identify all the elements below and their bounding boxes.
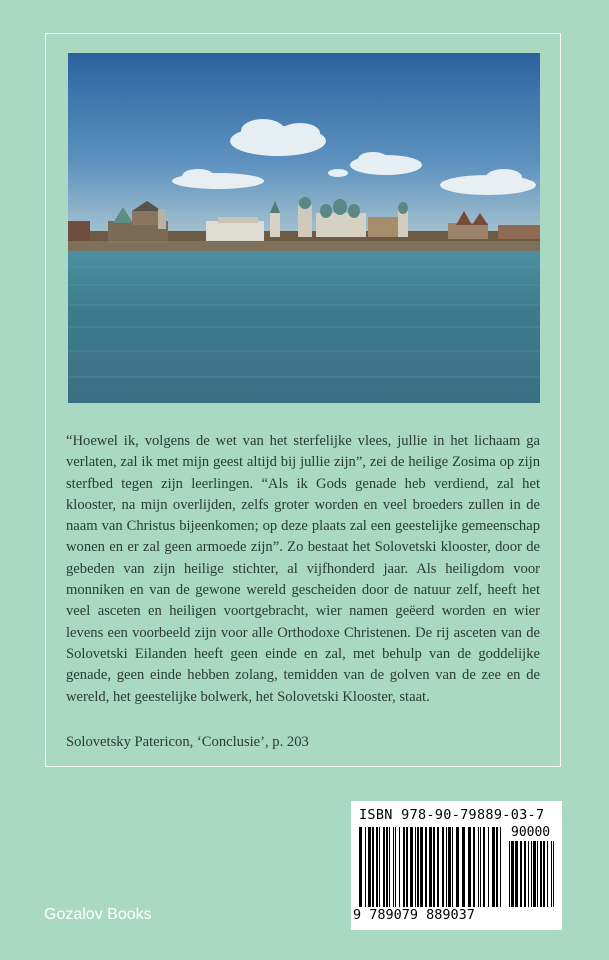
cover-quote: “Hoewel ik, volgens de wet van het sterfelijke vlees, jullie in het lichaam ga verlaten, zal ik met mijn geest altijd bij jullie zijn”, zei de heilige Zosima op zijn sterfbed tegen zijn leerlingen. “Als ik Gods genade heb verdiend, zal het klooster, na mijn overlijden, zelfs groter worden en veel broeders zullen in de naam van Christus bijeenkomen; op deze plaats zal een geestelijke gemeenschap wonen en er zal geen armoede zijn”. Zo bestaat het Solovetski klooster, door de gebeden van zijn heilige stichter, al vijfhonderd jaar. Als heiligdom voor monniken en van de gewone wereld gescheiden door de natuur zelf, heeft het veel asceten en heiligen voortgebracht, wier namen geëerd worden en wier levens een voorbeeld zijn voor alle Orthodoxe Christenen. De rij asceten van de Solovetski Eilanden heeft geen einde en zal, met behulp van de goddelijke genade, geen einde hebben zolang, temidden van de golven van de zee en de wereld, het geestelijke bolwerk, het Solovetski Klooster, staat. — [66, 433, 540, 705]
barcode-bar — [473, 827, 475, 907]
barcode-bar — [420, 827, 423, 907]
barcode-bar — [492, 827, 495, 907]
addon-barcode-bars — [509, 841, 557, 907]
barcode-bar — [359, 827, 362, 907]
barcode-bar — [386, 827, 388, 907]
barcode-bar — [509, 841, 510, 907]
publisher-name: Gozalov Books — [44, 906, 152, 923]
barcode-bar — [365, 827, 366, 907]
barcode-bar — [511, 841, 514, 907]
barcode-bar — [446, 827, 447, 907]
barcode-bar — [448, 827, 451, 907]
barcode-bar — [383, 827, 385, 907]
barcode-bar — [406, 827, 408, 907]
barcode-bar — [376, 827, 378, 907]
barcode-bar — [417, 827, 419, 907]
barcode-bar — [433, 827, 435, 907]
barcode-bar — [368, 827, 371, 907]
ean-barcode-bars — [359, 827, 504, 907]
barcode-bar — [478, 827, 479, 907]
barcode-bar — [456, 827, 459, 907]
barcode-bar — [442, 827, 444, 907]
barcode-bar — [488, 827, 489, 907]
barcode-bar — [393, 827, 394, 907]
barcode-bar — [543, 841, 545, 907]
barcode-bar — [452, 827, 453, 907]
barcode-bar — [462, 827, 465, 907]
barcode-bar — [468, 827, 471, 907]
isbn-label: ISBN 978-90-79889-03-7 — [359, 807, 545, 823]
barcode-bar — [537, 841, 538, 907]
monastery-photo — [68, 53, 540, 403]
barcode-bar — [515, 841, 518, 907]
barcode-bar — [395, 827, 396, 907]
barcode-bar — [415, 827, 416, 907]
ean-digits: 9 789079 889037 — [353, 907, 475, 923]
barcode-bar — [403, 827, 405, 907]
barcode-bar — [524, 841, 526, 907]
barcode-bar — [547, 841, 548, 907]
barcode-bar — [429, 827, 432, 907]
barcode-bar — [399, 827, 400, 907]
barcode-bar — [379, 827, 380, 907]
barcode-bar — [531, 841, 532, 907]
barcode-bar — [425, 827, 427, 907]
barcode-bar — [410, 827, 413, 907]
barcode-bar — [389, 827, 390, 907]
barcode-bar — [528, 841, 529, 907]
barcode-bar — [483, 827, 485, 907]
barcode-bar — [520, 841, 522, 907]
addon-digits: 90000 — [511, 825, 551, 840]
barcode-bar — [553, 841, 554, 907]
quote-source: Solovetsky Patericon, ‘Conclusie’, p. 203 — [66, 734, 309, 750]
barcode-bar — [480, 827, 481, 907]
barcode-bar — [372, 827, 374, 907]
barcode-bar — [551, 841, 552, 907]
barcode-bar — [533, 841, 536, 907]
isbn-barcode — [351, 801, 562, 930]
barcode-bar — [500, 827, 501, 907]
barcode-bar — [540, 841, 542, 907]
barcode-bar — [496, 827, 498, 907]
barcode-bar — [437, 827, 439, 907]
